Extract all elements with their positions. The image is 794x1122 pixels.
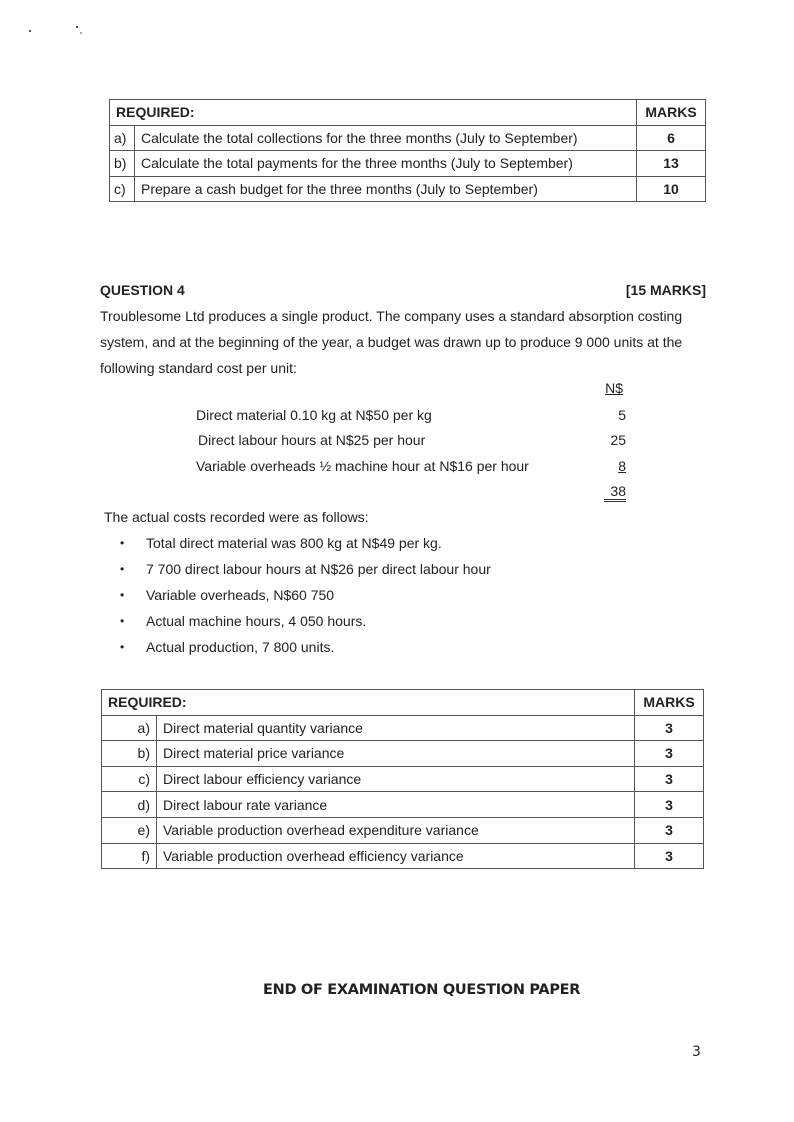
row-label: c): [110, 176, 135, 202]
cost-item: [196, 407, 626, 427]
cost-description: Direct material 0.10 kg at N$50 per kg: [196, 407, 432, 423]
bullet-icon: •: [120, 640, 125, 654]
table-row: [110, 151, 706, 177]
actual-costs-list: [120, 530, 491, 660]
list-item: [120, 556, 491, 582]
row-label: b): [102, 741, 157, 767]
scan-specks: [28, 26, 88, 38]
question-heading: [100, 282, 706, 298]
row-marks: 3: [635, 817, 704, 843]
row-text: Variable production overhead expenditure variance: [157, 817, 635, 843]
table-row: [102, 715, 704, 741]
row-marks: 3: [635, 843, 704, 869]
row-marks: 6: [637, 125, 706, 151]
bullet-icon: •: [120, 536, 125, 550]
row-text: Direct material price variance: [157, 741, 635, 767]
scan-speck: [29, 30, 31, 32]
list-item: [120, 634, 491, 660]
list-item: [120, 582, 491, 608]
bullet-icon: •: [120, 588, 125, 602]
row-text: Calculate the total payments for the three months (July to September): [135, 151, 637, 177]
row-label: b): [110, 151, 135, 177]
row-text: Direct labour efficiency variance: [157, 766, 635, 792]
required-header: REQUIRED:: [102, 690, 635, 716]
page-number: 3: [692, 1044, 701, 1060]
cost-amount: 5: [618, 407, 626, 423]
cost-description: Variable overheads ½ machine hour at N$16 per hour: [196, 458, 529, 474]
list-item: [120, 530, 491, 556]
row-marks: 13: [637, 151, 706, 177]
list-item-text: Actual machine hours, 4 050 hours.: [146, 613, 367, 629]
row-text: Direct labour rate variance: [157, 792, 635, 818]
row-label: c): [102, 766, 157, 792]
scan-speck: [80, 32, 82, 34]
row-text: Calculate the total collections for the three months (July to September): [135, 125, 637, 151]
row-marks: 3: [635, 766, 704, 792]
question-marks: [15 MARKS]: [625, 282, 706, 298]
table-row: [110, 125, 706, 151]
table-row: [102, 741, 704, 767]
question-title: QUESTION 4: [100, 282, 185, 298]
table-header-row: [110, 100, 706, 126]
cost-total: 38: [604, 484, 626, 502]
row-text: Variable production overhead efficiency variance: [157, 843, 635, 869]
list-item-text: Variable overheads, N$60 750: [146, 587, 335, 603]
cost-amount: 25: [610, 432, 626, 448]
cost-description: Direct labour hours at N$25 per hour: [198, 432, 426, 448]
required-header: REQUIRED:: [110, 100, 637, 126]
cost-item: [196, 458, 626, 478]
currency-header-row: [196, 380, 626, 400]
row-text: Direct material quantity variance: [157, 715, 635, 741]
marks-header: MARKS: [635, 690, 704, 716]
row-marks: 10: [637, 176, 706, 202]
list-item-text: 7 700 direct labour hours at N$26 per direct labour hour: [146, 561, 491, 577]
cost-amount: 8: [618, 458, 626, 474]
row-label: a): [102, 715, 157, 741]
row-label: f): [102, 843, 157, 869]
bullet-icon: •: [120, 614, 125, 628]
table-row: [110, 176, 706, 202]
end-of-paper-notice: END OF EXAMINATION QUESTION PAPER: [263, 982, 581, 998]
table-row: [102, 817, 704, 843]
cost-total-row: [196, 484, 626, 504]
row-label: a): [110, 125, 135, 151]
row-marks: 3: [635, 715, 704, 741]
bullet-icon: •: [120, 562, 125, 576]
scan-speck: [76, 26, 78, 28]
cost-item: [196, 432, 626, 452]
table-row: [102, 843, 704, 869]
table-header-row: [102, 690, 704, 716]
list-item-text: Total direct material was 800 kg at N$49 per kg.: [146, 535, 442, 551]
row-marks: 3: [635, 792, 704, 818]
row-label: e): [102, 817, 157, 843]
list-item: [120, 608, 491, 634]
table-row: [102, 792, 704, 818]
required-table-question-4: [101, 689, 704, 869]
list-item-text: Actual production, 7 800 units.: [146, 639, 335, 655]
marks-header: MARKS: [637, 100, 706, 126]
question-intro: Troublesome Ltd produces a single product. The company uses a standard absorption costing system, and at the beginning of the year, a budget was drawn up to produce 9 000 units at the following standard cost per unit:: [100, 308, 683, 376]
row-marks: 3: [635, 741, 704, 767]
row-label: d): [102, 792, 157, 818]
table-row: [102, 766, 704, 792]
required-table-previous-question: [109, 99, 706, 202]
row-text: Prepare a cash budget for the three months (July to September): [135, 176, 637, 202]
currency-header: N$: [605, 380, 623, 396]
actual-costs-intro: The actual costs recorded were as follows:: [104, 509, 369, 525]
